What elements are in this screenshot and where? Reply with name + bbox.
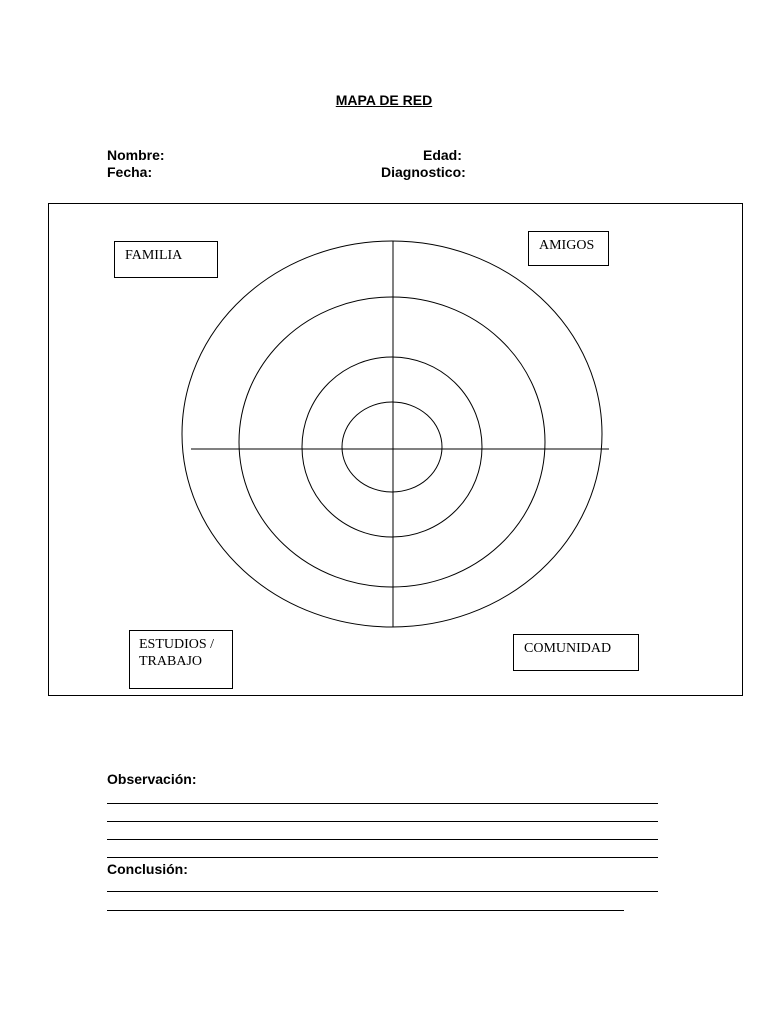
edad-label: Edad: (423, 147, 462, 163)
amigos-label: AMIGOS (539, 238, 595, 253)
conclusion-line-2 (107, 910, 624, 911)
inner-ring (342, 402, 442, 492)
third-ring (302, 357, 482, 537)
network-map-frame (48, 203, 743, 696)
comunidad-box (513, 634, 639, 671)
observacion-line-1 (107, 803, 658, 804)
nombre-label: Nombre: (107, 147, 165, 163)
trabajo-label: TRABAJO (139, 654, 203, 669)
estudios-label: ESTUDIOS / (139, 637, 215, 652)
outer-ring (182, 241, 602, 627)
familia-label: FAMILIA (125, 248, 183, 263)
amigos-box (528, 231, 609, 266)
page-title: MAPA DE RED (335, 92, 433, 108)
observacion-line-3 (107, 839, 658, 840)
conclusion-label: Conclusión: (107, 861, 188, 877)
diagnostico-label: Diagnostico: (381, 164, 466, 180)
comunidad-label: COMUNIDAD (524, 641, 612, 656)
observacion-label: Observación: (107, 771, 197, 787)
fecha-label: Fecha: (107, 164, 153, 180)
estudios-trabajo-box (129, 630, 233, 689)
observacion-line-2 (107, 821, 658, 822)
observacion-line-4 (107, 857, 658, 858)
familia-box (114, 241, 218, 278)
second-ring (239, 297, 545, 587)
conclusion-line-1 (107, 891, 658, 892)
